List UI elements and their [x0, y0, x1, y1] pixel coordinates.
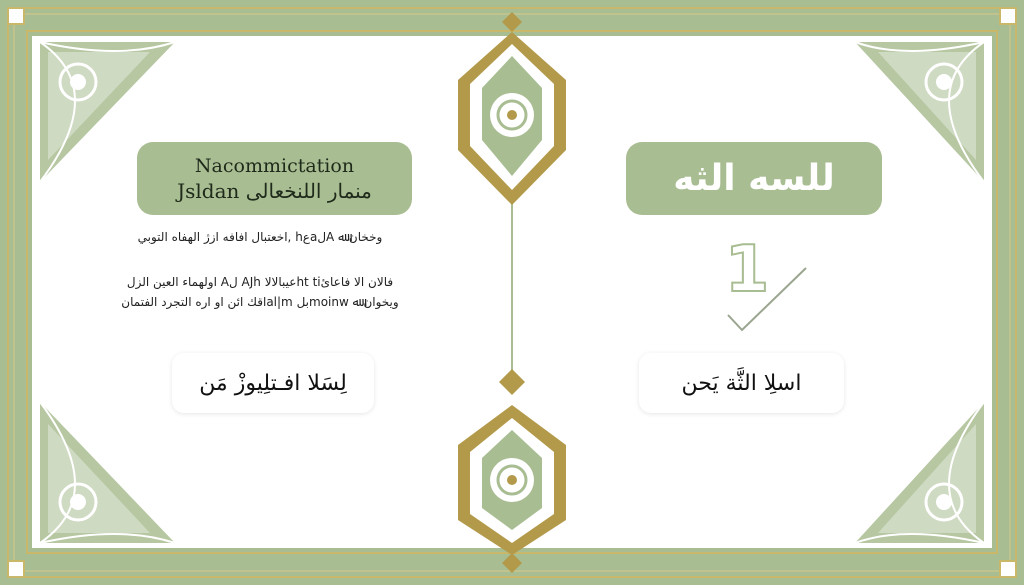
- left-title-pill: [137, 142, 412, 215]
- left-title-line2: Jsldan منمار اللنخعالى: [177, 178, 372, 203]
- corner-square-bl: [8, 561, 24, 577]
- corner-square-tl: [8, 8, 24, 24]
- right-title-pill: للسه الثه: [626, 142, 882, 215]
- corner-square-br: [1000, 561, 1016, 577]
- numeral-one: 1: [724, 233, 770, 307]
- left-body-line1: وخخان ﷲ Aلaعh ,اخعتبال افافه ازژ الهفاه التوبي: [137, 230, 383, 244]
- corner-square-tr: [1000, 8, 1016, 24]
- left-title-line1: Nacommictation: [194, 154, 355, 177]
- left-body-line3: ويخوان ﷲ moinwبل al|mاقك ائن او اره التجرد الفتمان: [121, 295, 399, 309]
- left-callout-box: لِسَلا افـتلِيوزْ مَن: [172, 353, 374, 413]
- left-body-line2: فالان الا فاعائht tiعيبالالا AJh لA اولهماء العين الزل: [126, 275, 394, 289]
- right-callout-box: اسلِا الثَّة يَحن: [639, 353, 844, 413]
- left-body-paragraph: [100, 272, 420, 312]
